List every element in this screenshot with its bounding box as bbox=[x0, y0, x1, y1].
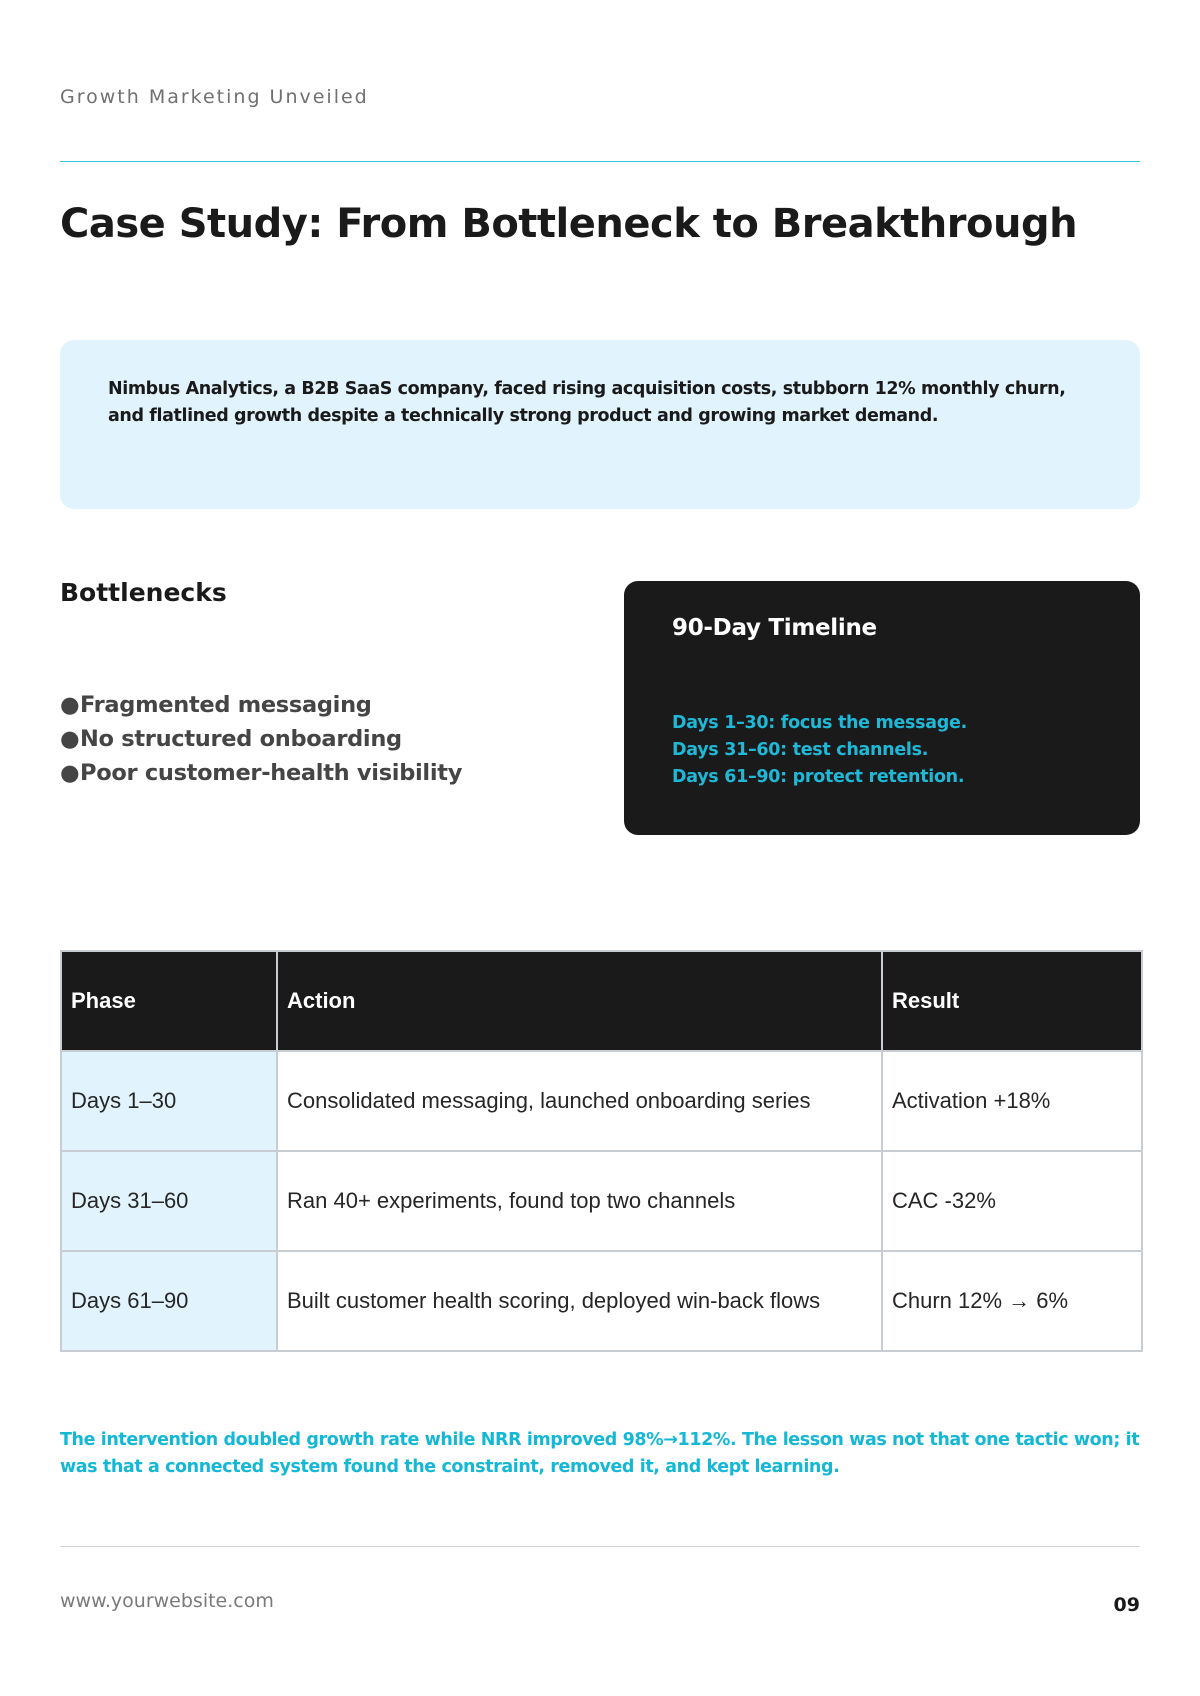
bottleneck-item bbox=[60, 688, 462, 722]
bottleneck-item-text: Fragmented messaging bbox=[80, 692, 372, 718]
intro-text: Nimbus Analytics, a B2B SaaS company, faced rising acquisition costs, stubborn 12% monthly churn, and flatlined growth despite a technically strong product and growing market demand. bbox=[108, 379, 1066, 426]
action-cell: Consolidated messaging, launched onboarding series bbox=[277, 1051, 882, 1151]
result-cell: Churn 12% → 6% bbox=[882, 1251, 1142, 1351]
phase-cell: Days 31–60 bbox=[61, 1151, 277, 1251]
conclusion-text: The intervention doubled growth rate while NRR improved 98%→112%. The lesson was not that one tactic won; it was that a connected system found the constraint, removed it, and kept learning. bbox=[60, 1430, 1140, 1477]
bullet-icon: ● bbox=[60, 760, 80, 786]
footer-url[interactable]: www.yourwebsite.com bbox=[60, 1590, 274, 1612]
bottleneck-item-text: Poor customer-health visibility bbox=[80, 760, 463, 786]
intro-callout bbox=[60, 340, 1140, 509]
column-header-result: Result bbox=[882, 951, 1142, 1051]
table-header-row bbox=[61, 951, 1142, 1051]
footer-divider bbox=[60, 1546, 1140, 1547]
result-cell: Activation +18% bbox=[882, 1051, 1142, 1151]
bullet-icon: ● bbox=[60, 726, 80, 752]
timeline-list bbox=[672, 710, 967, 791]
action-cell: Built customer health scoring, deployed win-back flows bbox=[277, 1251, 882, 1351]
timeline-item: Days 61–90: protect retention. bbox=[672, 767, 965, 787]
phase-cell: Days 61–90 bbox=[61, 1251, 277, 1351]
table-row bbox=[61, 1151, 1142, 1251]
column-header-phase: Phase bbox=[61, 951, 277, 1051]
bullet-icon: ● bbox=[60, 692, 80, 718]
table-row bbox=[61, 1251, 1142, 1351]
result-cell: CAC -32% bbox=[882, 1151, 1142, 1251]
action-cell: Ran 40+ experiments, found top two channels bbox=[277, 1151, 882, 1251]
timeline-card bbox=[624, 581, 1140, 835]
table-row bbox=[61, 1051, 1142, 1151]
bottleneck-item bbox=[60, 756, 462, 790]
bottleneck-list bbox=[60, 688, 462, 790]
timeline-item: Days 31–60: test channels. bbox=[672, 740, 929, 760]
page-title: Case Study: From Bottleneck to Breakthrough bbox=[60, 201, 1078, 247]
phase-cell: Days 1–30 bbox=[61, 1051, 277, 1151]
timeline-title: 90-Day Timeline bbox=[672, 615, 877, 641]
page-number: 09 bbox=[1113, 1594, 1140, 1616]
bottleneck-item-text: No structured onboarding bbox=[80, 726, 402, 752]
phase-table bbox=[60, 950, 1143, 1352]
column-header-action: Action bbox=[277, 951, 882, 1051]
timeline-item: Days 1–30: focus the message. bbox=[672, 713, 967, 733]
bottleneck-item bbox=[60, 722, 462, 756]
bottlenecks-heading: Bottlenecks bbox=[60, 578, 227, 607]
header-divider bbox=[60, 161, 1140, 162]
running-head: Growth Marketing Unveiled bbox=[60, 86, 369, 108]
